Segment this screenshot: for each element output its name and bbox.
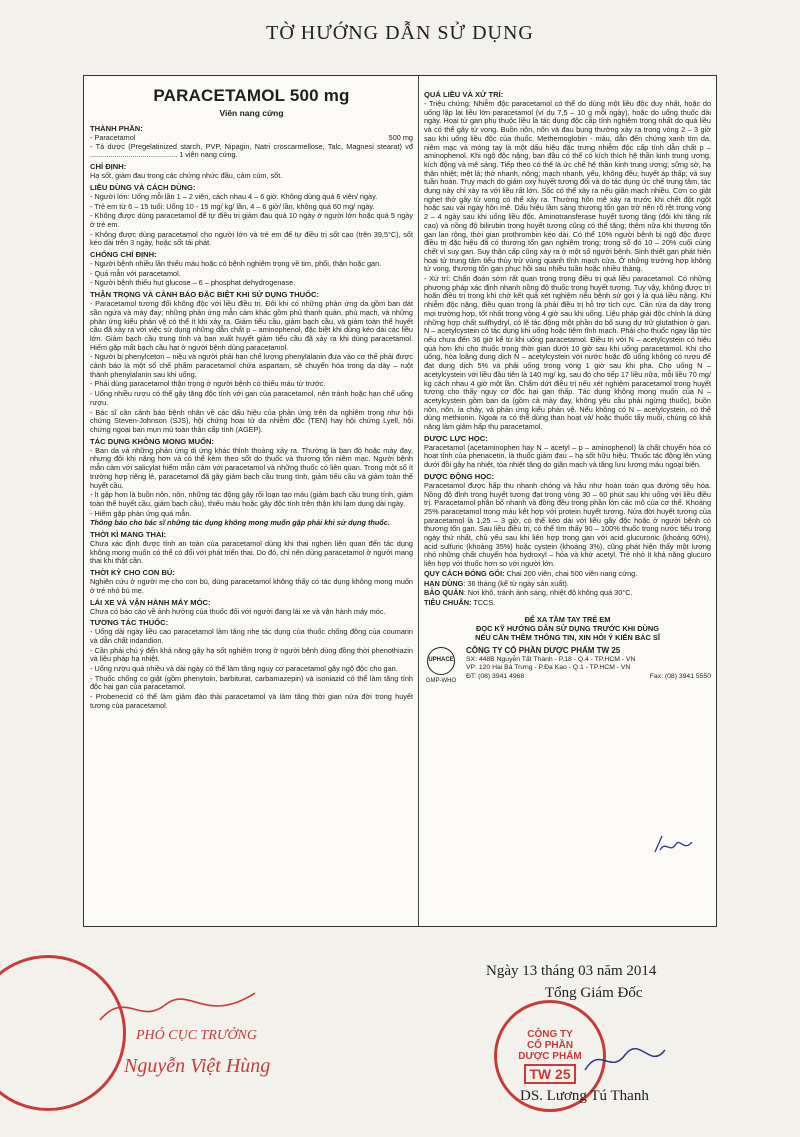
heading-tac-dung: TÁC DỤNG KHÔNG MONG MUỐN: <box>90 436 215 446</box>
interaction-item: - Uống dài ngày liều cao paracetamol làm tăng nhẹ tác dụng của thuốc chống đông của coumarin và dẫn chất indandion. <box>90 627 413 645</box>
shelf-life-value: : 36 tháng (kể từ ngày sản xuất). <box>463 578 569 588</box>
office-address: VP: 120 Hai Bà Trưng - P.Đa Kao - Q.1 - TP.HCM - VN <box>466 664 631 672</box>
product-name: PARACETAMOL 500 mg <box>153 86 350 105</box>
caution-item: - Người bị phenylceton – niệu và người phải hạn chế lượng phenylalanin đưa vào cơ thể phải được cảnh báo là một số chế phẩm paracetamol chứa aspartam, sẽ chuyển hóa trong dạ dày – ruột thành phenylalanin sau khi uống. <box>90 352 413 379</box>
company-logo <box>424 647 458 686</box>
overdose-treatment: - Xử trí: Chẩn đoán sớm rất quan trọng trong điều trị quá liều paracetamol. Có những phương pháp xác định nhanh nồng độ thuốc trong huyết tương. Tuy vậy, không được trì hoãn điều trị trong khi chờ kết quả xét nghiệm nếu bệnh sử gợi ý là quá liều nặng. Khi nhiễm độc nặng, điều quan trọng là phải điều trị hỗ trợ tích cực. Cần rửa dạ dày trong mọi trường hợp, tốt nhất trong vòng 4 giờ sau khi uống. Liệu pháp giải độc chính là dùng những hợp chất sulfhydryl, có lẽ tác động một phần do bổ sung dự trữ glutathion ở gan. N – acetylcystein có tác dụng khi uống hoặc tiêm tĩnh mạch. Phải cho thuốc ngay lập tức nếu chưa đến 36 giờ kể từ khi uống paracetamol. Điều trị với N – acetylcystein có hiệu quả hơn khi cho thuốc trong thời gian dưới 10 giờ sau khi uống paracetamol. Khi cho uống, hòa loãng dung dịch N – acetylcystein với nước hoặc đồ uống không có rượu để đạt dung dịch 5% và phải uống trong vòng 1 giờ sau khi pha. Cho uống N – acetylcystein với liều đầu tiên là 140 mg/ kg, sau đó cho tiếp 17 liều nữa, mỗi liều 70 mg/ kg cách nhau 4 giờ một lần. Chấm dứt điều trị nếu xét nghiệm paracetamol trong huyết tương cho thấy nguy cơ độc hại gan thấp. Tác dụng không mong muốn của N – acetylcystein gồm ban da (gồm cả mày đay, không yêu cầu phải ngừng thuốc), buồn nôn, nôn, ỉa chảy, và phản ứng kiểu phản vệ. Nếu không có N – acetylcystein, có thể dùng methionin. Ngoài ra có thể dùng than hoạt và/ hoặc thuốc tẩy muối, chúng có khả năng làm giảm hấp thụ paracetamol. <box>424 274 711 432</box>
indication-text: Hạ sốt, giảm đau trong các chứng nhức đầu, cảm cúm, sốt. <box>90 171 283 181</box>
interaction-item: - Cần phải chú ý đến khả năng gây hạ sốt nghiêm trọng ở người bệnh dùng đồng thời phenothiazin và liệu pháp hạ nhiệt. <box>90 645 413 664</box>
side-effect-item: - Ban da và những phản ứng dị ứng khác thỉnh thoảng xảy ra. Thường là ban đỏ hoặc mày đay, nhưng đôi khi nặng hơn và có thể kèm theo sốt do thuốc và thương tổn niêm mạc. Người bệnh mẫn cảm với salicylat hiếm mẫn cảm với paracetamol và những thuốc có liên quan. Trong một số ít trường hợp riêng lẻ, paracetamol đã gây giảm bạch cầu trung tính, giảm tiểu cầu và giảm toàn thể huyết cầu. <box>90 445 413 490</box>
warning-ask-doctor: NẾU CẦN THÊM THÔNG TIN, XIN HỎI Ý KIẾN BÁC SĨ <box>475 632 660 642</box>
director-signature-icon <box>580 1040 670 1080</box>
packaging-label: QUY CÁCH ĐÓNG GÓI: <box>424 568 505 578</box>
caution-item: - Uống nhiều rượu có thể gây tăng độc tính với gan của paracetamol, nên tránh hoặc hạn chế uống rượu. <box>90 389 413 407</box>
company-name: CÔNG TY CỔ PHẦN DƯỢC PHẨM TW 25 <box>466 645 621 655</box>
caution-item: - Phải dùng paracetamol thận trọng ở người bệnh có thiếu máu từ trước. <box>90 379 326 389</box>
corner-signature-icon <box>652 830 697 860</box>
standard-label: TIÊU CHUẨN: <box>424 597 472 607</box>
pharmacokinetics-text: Paracetamol được hấp thu nhanh chóng và hầu như hoàn toàn qua đường tiêu hóa. Nồng độ đỉnh trong huyết tương đạt trong vòng 30 – 60 phút sau khi uống với liều điều trị. Paracetamol phân bố nhanh và đồng đều trong phần lớn các mô của cơ thể. Khoảng 25% paracetamol trong máu kết hợp với protein huyết tương. Nửa đời huyết tương của paracetamol là 1,25 – 3 giờ, có thể kéo dài với liều gây độc hoặc ở người bệnh có thương tổn gan. Sau liều điều trị, có thể tìm thấy 90 – 100% thuốc trong nước tiểu trong ngày thứ nhất, chủ yếu sau khi liên hợp trong gan với acid glucuronic (khoảng 60%), acid sulfuric (khoảng 35%) hoặc cystein (khoảng 3%), cũng phát hiện thấy một lượng nhỏ những chất chuyển hóa hydroxyl – hóa và khử acetyl. Trẻ nhỏ ít khả năng glucuro liên hợp với thuốc hơn so với người lớn. <box>424 480 711 569</box>
shelf-life-line <box>424 580 711 589</box>
lactation-text: Nghiên cứu ở người mẹ cho con bú, dùng paracetamol không thấy có tác dụng không mong muốn ở trẻ nhỏ bú mẹ. <box>90 577 413 595</box>
document-title: TỜ HƯỚNG DẪN SỬ DỤNG <box>266 22 534 44</box>
pregnancy-text: Chưa xác định được tính an toàn của paracetamol dùng khi thai nghén liên quan đến tác dụng không mong muốn có thể có đối với phát triển thai. Do đó, chỉ nên dùng paracetamol ở người mang thai khi thật cần. <box>90 539 413 566</box>
contraindication-item: - Người bệnh thiếu hụt glucose – 6 – phosphat dehydrogenase. <box>90 278 296 288</box>
storage-line <box>424 589 711 598</box>
factory-address: SX: 448B Nguyễn Tất Thành - P.18 - Q.4 - TP.HCM - VN <box>466 656 636 664</box>
caution-item: - Bác sĩ cần cảnh báo bệnh nhân về các dấu hiệu của phản ứng trên da nghiêm trọng như hội chứng Steven-Johnson (SJS), hội chứng hoại tử da nhiễm độc (TEN) hay hội chứng Lyell, hội chứng ngoại ban mụn mủ toàn thân cấp tính (AGEP). <box>90 407 413 434</box>
heading-lai-xe: LÁI XE VÀ VẬN HÀNH MÁY MÓC: <box>90 597 211 607</box>
authority-signature-icon <box>95 985 265 1030</box>
column-divider <box>418 76 419 926</box>
leaflet-sheet <box>83 75 717 927</box>
packaging-value: Chai 200 viên, chai 500 viên nang cứng. <box>504 568 638 578</box>
heading-cho-con-bu: THỜI KỲ CHO CON BÚ: <box>90 568 175 578</box>
heading-thanh-phan: THÀNH PHẦN: <box>90 124 143 133</box>
storage-label: BẢO QUẢN <box>424 588 464 598</box>
dosage-item: - Trẻ em từ 6 – 15 tuổi: Uống 10 - 15 mg/ kg/ lần, 4 – 6 giờ/ lần, không quá 60 mg/ ngày. <box>90 201 375 211</box>
stamp-line: CÔNG TY <box>527 1028 573 1040</box>
interaction-item: - Uống rượu quá nhiều và dài ngày có thể làm tăng nguy cơ paracetamol gây ngộ độc cho gan. <box>90 664 398 674</box>
heading-qua-lieu: QUÁ LIỀU VÀ XỬ TRÍ: <box>424 90 504 99</box>
caution-item: - Paracetamol tương đối không độc với liều điều trị. Đôi khi có những phản ứng da gồm ban dát sần ngứa và mày đay; những phản ứng mẫn cảm khác gồm phù thanh quản, phù mạch, và những phản ứng kiểu phản vệ có thể ít khi xảy ra. Giảm tiểu cầu, giảm bạch cầu, và giảm toàn thể huyết cầu đã xảy ra với việc sử dụng những dẫn chất p – aminophenol, đặc biệt khi dùng kéo dài các liều lớn. Giảm bạch cầu trung tính và ban xuất huyết giảm tiểu cầu đã xảy ra khi dùng paracetamol. Hiếm gặp mất bạch cầu hạt ở người bệnh dùng paracetamol. <box>90 299 413 352</box>
interaction-item: - Thuốc chống co giật (gồm phenytoin, barbiturat, carbamazepin) và isoniazid có thể làm tăng tính độc hại gan của paracetamol. <box>90 673 413 692</box>
left-column <box>90 76 413 924</box>
stamp-line: DƯỢC PHẨM <box>518 1050 582 1062</box>
heading-chong-chi-dinh: CHỐNG CHỈ ĐỊNH: <box>90 250 157 260</box>
deputy-title: PHÓ CỤC TRƯỞNG <box>136 1028 258 1043</box>
deputy-name: Nguyễn Việt Hùng <box>124 1055 271 1077</box>
dosage-item: - Không được dùng paracetamol cho người lớn và trẻ em để tự điều trị sốt cao (trên 39,5°C), sốt kéo dài trên 3 ngày, hoặc sốt tái phát. <box>90 229 413 248</box>
heading-duoc-luc: DƯỢC LỰC HỌC: <box>424 433 488 443</box>
gmp-label: GMP-WHO <box>425 677 457 684</box>
heading-mang-thai: THỜI KÌ MANG THAI: <box>90 530 167 540</box>
side-effect-note: Thông báo cho bác sĩ những tác dụng không mong muốn gặp phải khi sử dụng thuốc. <box>90 518 390 528</box>
contraindication-item: - Quá mẫn với paracetamol. <box>90 268 181 278</box>
heading-duoc-dong: DƯỢC ĐỘNG HỌC: <box>424 471 495 481</box>
company-block <box>424 647 711 686</box>
uphace-logo-icon: UPHACE <box>427 647 455 675</box>
dosage-item: - Không được dùng paracetamol để tự điều trị giảm đau quá 10 ngày ở người lớn hoặc quá 5 ngày ở trẻ em. <box>90 211 413 229</box>
director-name: DS. Lương Tú Thanh <box>520 1088 649 1104</box>
director-title: Tổng Giám Đốc <box>545 985 643 1001</box>
standard-value: TCCS. <box>471 597 496 607</box>
storage-value: : Nơi khô, tránh ánh sáng, nhiệt độ không quá 30°C. <box>463 588 633 598</box>
dosage-item: - Người lớn: Uống mỗi lần 1 – 2 viên, cách nhau 4 – 6 giờ. Không dùng quá 6 viên/ ngày. <box>90 191 378 201</box>
phone: ĐT: (08) 3941 4968 <box>466 672 525 680</box>
warning-children: ĐỂ XA TẦM TAY TRẺ EM <box>524 614 611 624</box>
stamp-line: TW 25 <box>524 1064 575 1084</box>
ingredient-name: - Paracetamol <box>90 133 136 142</box>
excipients: - Tá dược (Pregelatinized starch, PVP, Nipagin, Natri croscarmellose, Talc, Magnesi stearat) vđ ........................................... 1 viên nang cứng. <box>90 141 413 160</box>
driving-text: Chưa có báo cáo về ảnh hưởng của thuốc đối với người đang lái xe và vận hành máy móc. <box>90 606 386 616</box>
packaging-line <box>424 570 711 579</box>
product-form: Viên nang cứng <box>219 108 284 118</box>
authority-stamp <box>0 955 126 1111</box>
standard-line <box>424 599 711 608</box>
heading-chi-dinh: CHỈ ĐỊNH: <box>90 162 127 172</box>
company-info <box>466 647 711 686</box>
heading-than-trong: THẬN TRỌNG VÀ CẢNH BÁO ĐẶC BIỆT KHI SỬ DỤNG THUỐC: <box>90 290 320 300</box>
pharmacodynamics-text: Paracetamol (acetaminophen hay N – acetyl – p – aminophenol) là chất chuyển hóa có hoạt tính của phenacetin, là thuốc giảm đau – hạ sốt hữu hiệu. Thuốc tác động lên vùng dưới đồi gây hạ nhiệt, tỏa nhiệt tăng do giãn mạch và tăng lưu lượng máu ngoại biên. <box>424 442 711 470</box>
right-column <box>424 76 711 924</box>
fax: Fax: (08) 3941 5550 <box>649 672 711 680</box>
overdose-symptoms: - Triệu chứng: Nhiễm độc paracetamol có thể do dùng một liều độc duy nhất, hoặc do uống lặp lại liều lớn paracetamol (ví dụ 7,5 – 10 g mỗi ngày), hoặc do uống thuốc dài ngày. Hoại tử gan phụ thuộc liều là tác dụng độc cấp tính nghiêm trọng nhất do quá liều và có thể gây tử vong. Buồn nôn, nôn và đau bụng thường xảy ra trong vòng 2 – 3 giờ sau khi uống liều độc của thuốc. Methemoglobin - máu, dẫn đến chứng xanh tím da, niêm mạc và móng tay là một dấu hiệu đặc trưng nhiễm độc cấp tính dẫn chất p – aminophenol. Khi ngộ độc nặng, ban đầu có thể có kích thích hệ thần kinh trung ương, kích động và mê sảng. Tiếp theo có thể là ức chế hệ thần kinh trung ương; sững sờ, hạ thân nhiệt; mệt lả; thở nhanh, nông; mạch nhanh, yếu, không đều; huyết áp thấp; và suy tuần hoàn. Trụy mạch do giảm oxy huyết tương đối và do tác dụng ức chế trung tâm, tác dụng này chỉ xảy ra với liều rất lớn. Sốc có thể xảy ra nếu giãn mạch nhiều. Cơn co giật nghẹt thở gây tử vong có thể xảy ra. Thường hôn mê xảy ra trước khi chết đột ngột hoặc sau vài ngày hôn mê. Dấu hiệu lâm sàng thương tổn gan trở nên rõ rệt trong vòng 2 – 4 ngày sau khi uống liều độc. Aminotransferase huyết tương tăng (đôi khi tăng rất cao) và nồng độ bilirubin trong huyết tương cũng có thể tăng; thêm nữa khi thương tổn gan lan rộng, thời gian prothrombin kéo dài. Có thể 10% người bệnh bị ngộ độc được điều trị đặc hiệu đã có thương tổn gan nghiêm trọng; trong số đó 10 – 20% cuối cùng chết vì suy gan. Suy thận cấp cũng xảy ra ở một số người bệnh. Sinh thiết gan phát hiện hoại tử trung tâm tiểu thùy trừ vùng quanh tĩnh mạch cửa. Ở những trường hợp không tử vong, thương tổn gan phục hồi sau nhiều tuần hoặc nhiều tháng. <box>424 99 711 274</box>
ingredient-amount: 500 mg <box>388 133 413 142</box>
signature-date: Ngày 13 tháng 03 năm 2014 <box>486 963 657 979</box>
interaction-item: - Probenecid có thể làm giảm đào thải paracetamol và làm tăng thời gian nửa đời trong huyết tương của paracetamol. <box>90 692 413 710</box>
shelf-life-label: HẠN DÙNG <box>424 578 464 588</box>
side-effect-item: - Hiếm gặp phản ứng quá mẫn. <box>90 508 192 518</box>
side-effect-item: - Ít gặp hơn là buồn nôn, nôn, những tác động gây rối loạn tạo máu (giảm bạch cầu trung tính, giảm toàn thể huyết cầu, giảm bạch cầu), thiếu máu hoặc gây độc tính trên thận khi lạm dụng dài ngày. <box>90 490 413 508</box>
stamp-line: CỔ PHẦN <box>526 1039 574 1051</box>
contraindication-item: - Người bệnh nhiều lần thiếu máu hoặc có bệnh nghiêm trọng về tim, phổi, thận hoặc gan. <box>90 259 382 269</box>
contact-row <box>466 673 711 681</box>
heading-tuong-tac: TƯƠNG TÁC THUỐC: <box>90 618 169 628</box>
heading-lieu-dung: LIỀU DÙNG VÀ CÁCH DÙNG: <box>90 182 196 192</box>
warning-read: ĐỌC KỸ HƯỚNG DẪN SỬ DỤNG TRƯỚC KHI DÙNG <box>476 623 659 633</box>
